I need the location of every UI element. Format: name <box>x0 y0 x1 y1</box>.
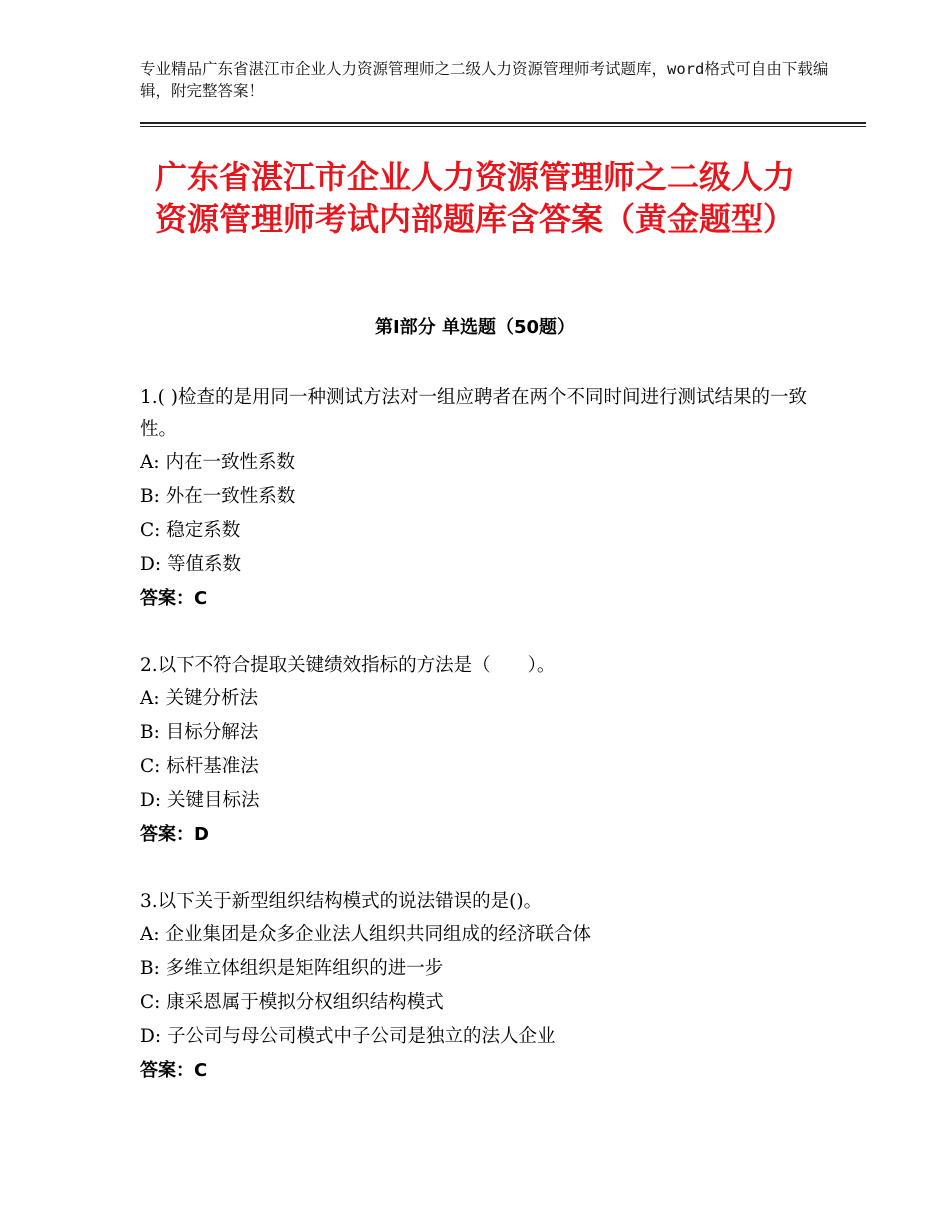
question-stem: 1.( )检查的是用同一种测试方法对一组应聘者在两个不同时间进行测试结果的一致性。 <box>140 387 807 440</box>
question-3 <box>140 886 820 1088</box>
document-title: 广东省湛江市企业人力资源管理师之二级人力资源管理师考试内部题库含答案（黄金题型） <box>154 158 795 238</box>
question-list <box>140 382 820 1122</box>
option-d: D: 关键目标法 <box>140 790 260 811</box>
option-d: D: 子公司与母公司模式中子公司是独立的法人企业 <box>140 1026 556 1047</box>
question-stem: 3.以下关于新型组织结构模式的说法错误的是()。 <box>140 891 543 912</box>
header-rule-thick <box>140 122 866 124</box>
answer: 答案：D <box>140 824 209 845</box>
option-a: A: 企业集团是众多企业法人组织共同组成的经济联合体 <box>140 924 591 945</box>
option-a: A: 内在一致性系数 <box>140 452 295 473</box>
option-b: B: 外在一致性系数 <box>140 486 296 507</box>
option-a: A: 关键分析法 <box>140 688 258 709</box>
question-2 <box>140 650 820 852</box>
option-d: D: 等值系数 <box>140 554 241 575</box>
question-1 <box>140 382 820 616</box>
option-c: C: 稳定系数 <box>140 520 241 541</box>
answer: 答案：C <box>140 588 208 609</box>
answer: 答案：C <box>140 1060 208 1081</box>
option-c: C: 康采恩属于模拟分权组织结构模式 <box>140 992 444 1013</box>
option-c: C: 标杆基准法 <box>140 756 259 777</box>
option-b: B: 多维立体组织是矩阵组织的进一步 <box>140 958 444 979</box>
section-title: 第Ⅰ部分 单选题（50题） <box>374 317 575 338</box>
option-b: B: 目标分解法 <box>140 722 259 743</box>
header-rule-thin <box>140 126 866 127</box>
question-stem: 2.以下不符合提取关键绩效指标的方法是（ ）。 <box>140 655 556 676</box>
header-note: 专业精品广东省湛江市企业人力资源管理师之二级人力资源管理师考试题库，word格式可自由下载编辑，附完整答案！ <box>140 60 829 100</box>
